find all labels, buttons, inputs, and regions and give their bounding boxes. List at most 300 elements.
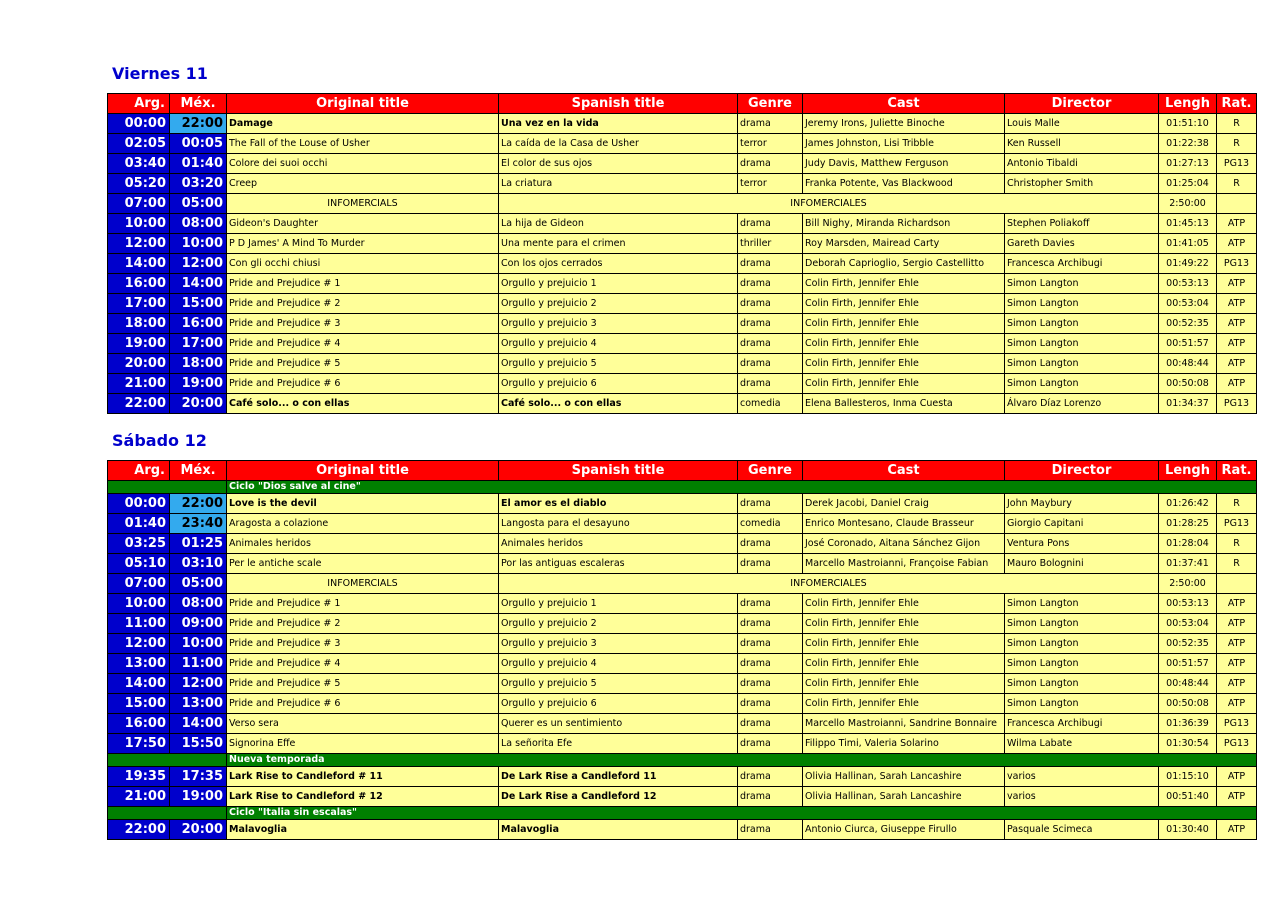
infomercial-label: INFOMERCIALS: [227, 574, 499, 594]
schedule-row: [108, 694, 1257, 714]
rating: ATP: [1217, 694, 1257, 714]
rating: ATP: [1217, 214, 1257, 234]
director: Wilma Labate: [1005, 734, 1159, 754]
spanish-title: Orgullo y prejuicio 3: [499, 314, 738, 334]
rating: ATP: [1217, 294, 1257, 314]
spanish-title: Con los ojos cerrados: [499, 254, 738, 274]
arg-time: 16:00: [108, 274, 170, 294]
mex-time: 05:00: [170, 194, 227, 214]
length: 01:34:37: [1159, 394, 1217, 414]
original-title: Pride and Prejudice # 1: [227, 594, 499, 614]
genre: drama: [738, 714, 803, 734]
rating: ATP: [1217, 787, 1257, 807]
schedule-table-saturday: [107, 460, 1257, 840]
spanish-title: Café solo... o con ellas: [499, 394, 738, 414]
genre: drama: [738, 354, 803, 374]
arg-time: 20:00: [108, 354, 170, 374]
schedule-row: [108, 654, 1257, 674]
rating: R: [1217, 554, 1257, 574]
director: Ventura Pons: [1005, 534, 1159, 554]
rating: [1217, 574, 1257, 594]
spanish-title: Una mente para el crimen: [499, 234, 738, 254]
genre: drama: [738, 214, 803, 234]
header-row: [108, 461, 1257, 481]
schedule-row: [108, 214, 1257, 234]
length: 2:50:00: [1159, 574, 1217, 594]
original-title: The Fall of the Louse of Usher: [227, 134, 499, 154]
header-genre: Genre: [738, 94, 803, 114]
header-rating: Rat.: [1217, 94, 1257, 114]
director: Giorgio Capitani: [1005, 514, 1159, 534]
director: Christopher Smith: [1005, 174, 1159, 194]
length: 01:15:10: [1159, 767, 1217, 787]
spanish-title: Orgullo y prejuicio 2: [499, 294, 738, 314]
cast: Olivia Hallinan, Sarah Lancashire: [803, 787, 1005, 807]
schedule-row: [108, 334, 1257, 354]
original-title: Pride and Prejudice # 6: [227, 694, 499, 714]
director: Simon Langton: [1005, 654, 1159, 674]
cast: Colin Firth, Jennifer Ehle: [803, 294, 1005, 314]
cast: Colin Firth, Jennifer Ehle: [803, 314, 1005, 334]
mex-time: 08:00: [170, 214, 227, 234]
length: 00:48:44: [1159, 674, 1217, 694]
mex-time: 12:00: [170, 674, 227, 694]
arg-time: 00:00: [108, 114, 170, 134]
cast: Colin Firth, Jennifer Ehle: [803, 594, 1005, 614]
spanish-title: La señorita Efe: [499, 734, 738, 754]
mex-time: 16:00: [170, 314, 227, 334]
director: Mauro Bolognini: [1005, 554, 1159, 574]
director: Antonio Tibaldi: [1005, 154, 1159, 174]
mex-time: 00:05: [170, 134, 227, 154]
mex-time: 14:00: [170, 274, 227, 294]
genre: drama: [738, 734, 803, 754]
rating: ATP: [1217, 234, 1257, 254]
spanish-title: Orgullo y prejuicio 6: [499, 694, 738, 714]
cycle-label: Ciclo "Italia sin escalas": [227, 807, 1257, 820]
length: 01:26:42: [1159, 494, 1217, 514]
cast: Colin Firth, Jennifer Ehle: [803, 654, 1005, 674]
header-arg: Arg.: [108, 94, 170, 114]
arg-time: 15:00: [108, 694, 170, 714]
genre: drama: [738, 154, 803, 174]
length: 00:52:35: [1159, 314, 1217, 334]
cast: Olivia Hallinan, Sarah Lancashire: [803, 767, 1005, 787]
spanish-title: Orgullo y prejuicio 5: [499, 354, 738, 374]
cycle-label: Ciclo "Dios salve al cine": [227, 481, 1257, 494]
original-title: P D James' A Mind To Murder: [227, 234, 499, 254]
rating: ATP: [1217, 334, 1257, 354]
rating: ATP: [1217, 674, 1257, 694]
mex-time: 15:50: [170, 734, 227, 754]
schedule-row: [108, 534, 1257, 554]
length: 01:22:38: [1159, 134, 1217, 154]
original-title: Pride and Prejudice # 1: [227, 274, 499, 294]
length: 00:53:04: [1159, 294, 1217, 314]
cast: Enrico Montesano, Claude Brasseur: [803, 514, 1005, 534]
genre: drama: [738, 254, 803, 274]
schedule-row: [108, 494, 1257, 514]
mex-time: 17:35: [170, 767, 227, 787]
spanish-title: De Lark Rise a Candleford 12: [499, 787, 738, 807]
spanish-title: La criatura: [499, 174, 738, 194]
spanish-title: Orgullo y prejuicio 5: [499, 674, 738, 694]
original-title: Per le antiche scale: [227, 554, 499, 574]
rating: R: [1217, 134, 1257, 154]
original-title: Pride and Prejudice # 6: [227, 374, 499, 394]
arg-time: 03:25: [108, 534, 170, 554]
mex-time: 10:00: [170, 634, 227, 654]
spanish-title: Orgullo y prejuicio 4: [499, 654, 738, 674]
director: Simon Langton: [1005, 634, 1159, 654]
mex-time: 10:00: [170, 234, 227, 254]
spanish-title: La hija de Gideon: [499, 214, 738, 234]
schedule-row: [108, 714, 1257, 734]
schedule-row: [108, 374, 1257, 394]
director: Simon Langton: [1005, 294, 1159, 314]
length: 00:53:13: [1159, 594, 1217, 614]
header-original-title: Original title: [227, 461, 499, 481]
arg-time: 14:00: [108, 674, 170, 694]
genre: drama: [738, 494, 803, 514]
cast: Antonio Ciurca, Giuseppe Firullo: [803, 820, 1005, 840]
schedule-row: [108, 787, 1257, 807]
length: 01:30:54: [1159, 734, 1217, 754]
length: 2:50:00: [1159, 194, 1217, 214]
genre: drama: [738, 614, 803, 634]
schedule-row: [108, 134, 1257, 154]
mex-time: 22:00: [170, 114, 227, 134]
arg-time: 05:10: [108, 554, 170, 574]
length: 00:52:35: [1159, 634, 1217, 654]
mex-time: 14:00: [170, 714, 227, 734]
director: Simon Langton: [1005, 374, 1159, 394]
original-title: Café solo... o con ellas: [227, 394, 499, 414]
mex-time: 20:00: [170, 820, 227, 840]
director: Simon Langton: [1005, 674, 1159, 694]
cast: Colin Firth, Jennifer Ehle: [803, 694, 1005, 714]
length: 01:45:13: [1159, 214, 1217, 234]
rating: R: [1217, 534, 1257, 554]
length: 01:37:41: [1159, 554, 1217, 574]
schedule-row: [108, 394, 1257, 414]
rating: R: [1217, 494, 1257, 514]
day-title-friday: Viernes 11: [112, 64, 208, 83]
header-length: Lengh: [1159, 461, 1217, 481]
schedule-row: [108, 634, 1257, 654]
genre: thriller: [738, 234, 803, 254]
original-title: Gideon's Daughter: [227, 214, 499, 234]
spanish-title: Orgullo y prejuicio 1: [499, 594, 738, 614]
mex-time: 22:00: [170, 494, 227, 514]
arg-time: 21:00: [108, 374, 170, 394]
header-rating: Rat.: [1217, 461, 1257, 481]
original-title: Con gli occhi chiusi: [227, 254, 499, 274]
mex-time: 17:00: [170, 334, 227, 354]
length: 00:50:08: [1159, 694, 1217, 714]
header-row: [108, 94, 1257, 114]
director: Simon Langton: [1005, 354, 1159, 374]
header-original-title: Original title: [227, 94, 499, 114]
arg-time: 00:00: [108, 494, 170, 514]
genre: drama: [738, 787, 803, 807]
original-title: Pride and Prejudice # 4: [227, 334, 499, 354]
original-title: Aragosta a colazione: [227, 514, 499, 534]
length: 01:51:10: [1159, 114, 1217, 134]
arg-time: 02:05: [108, 134, 170, 154]
spanish-title: Orgullo y prejuicio 2: [499, 614, 738, 634]
mex-time: 03:10: [170, 554, 227, 574]
cycle-blank: [108, 754, 227, 767]
schedule-row: [108, 114, 1257, 134]
cycle-blank: [108, 481, 227, 494]
length: 00:51:57: [1159, 654, 1217, 674]
cycle-blank: [108, 807, 227, 820]
length: 01:28:25: [1159, 514, 1217, 534]
spanish-title: Malavoglia: [499, 820, 738, 840]
genre: drama: [738, 294, 803, 314]
schedule-row: [108, 594, 1257, 614]
day-title-saturday: Sábado 12: [112, 431, 207, 450]
original-title: Colore dei suoi occhi: [227, 154, 499, 174]
mex-time: 01:25: [170, 534, 227, 554]
schedule-row: [108, 514, 1257, 534]
original-title: Verso sera: [227, 714, 499, 734]
arg-time: 16:00: [108, 714, 170, 734]
length: 00:53:13: [1159, 274, 1217, 294]
spanish-title: Orgullo y prejuicio 4: [499, 334, 738, 354]
rating: PG13: [1217, 254, 1257, 274]
mex-time: 11:00: [170, 654, 227, 674]
rating: ATP: [1217, 594, 1257, 614]
cast: Derek Jacobi, Daniel Craig: [803, 494, 1005, 514]
header-cast: Cast: [803, 94, 1005, 114]
director: Simon Langton: [1005, 594, 1159, 614]
genre: terror: [738, 134, 803, 154]
spanish-title: Querer es un sentimiento: [499, 714, 738, 734]
genre: drama: [738, 694, 803, 714]
director: Stephen Poliakoff: [1005, 214, 1159, 234]
cast: Colin Firth, Jennifer Ehle: [803, 634, 1005, 654]
header-spanish-title: Spanish title: [499, 94, 738, 114]
genre: drama: [738, 674, 803, 694]
cast: Marcello Mastroianni, Sandrine Bonnaire: [803, 714, 1005, 734]
genre: terror: [738, 174, 803, 194]
rating: ATP: [1217, 767, 1257, 787]
mex-time: 09:00: [170, 614, 227, 634]
schedule-row: [108, 820, 1257, 840]
arg-time: 19:35: [108, 767, 170, 787]
genre: comedia: [738, 394, 803, 414]
genre: drama: [738, 334, 803, 354]
director: Francesca Archibugi: [1005, 254, 1159, 274]
schedule-row: [108, 314, 1257, 334]
cast: Colin Firth, Jennifer Ehle: [803, 614, 1005, 634]
original-title: Pride and Prejudice # 4: [227, 654, 499, 674]
mex-time: 19:00: [170, 374, 227, 394]
genre: comedia: [738, 514, 803, 534]
spanish-title: El color de sus ojos: [499, 154, 738, 174]
director: varios: [1005, 767, 1159, 787]
arg-time: 12:00: [108, 234, 170, 254]
header-cast: Cast: [803, 461, 1005, 481]
original-title: Animales heridos: [227, 534, 499, 554]
genre: drama: [738, 654, 803, 674]
infomercial-label: INFOMERCIALS: [227, 194, 499, 214]
genre: drama: [738, 594, 803, 614]
cast: Jeremy Irons, Juliette Binoche: [803, 114, 1005, 134]
header-length: Lengh: [1159, 94, 1217, 114]
schedule-row: [108, 354, 1257, 374]
arg-time: 07:00: [108, 194, 170, 214]
mex-time: 08:00: [170, 594, 227, 614]
genre: drama: [738, 634, 803, 654]
spanish-title: Una vez en la vida: [499, 114, 738, 134]
schedule-row: [108, 554, 1257, 574]
schedule-row: [108, 174, 1257, 194]
rating: ATP: [1217, 274, 1257, 294]
original-title: Signorina Effe: [227, 734, 499, 754]
rating: PG13: [1217, 394, 1257, 414]
arg-time: 14:00: [108, 254, 170, 274]
rating: ATP: [1217, 634, 1257, 654]
header-genre: Genre: [738, 461, 803, 481]
schedule-row: [108, 767, 1257, 787]
original-title: Lark Rise to Candleford # 11: [227, 767, 499, 787]
rating: ATP: [1217, 820, 1257, 840]
rating: R: [1217, 114, 1257, 134]
director: Simon Langton: [1005, 614, 1159, 634]
arg-time: 10:00: [108, 214, 170, 234]
mex-time: 15:00: [170, 294, 227, 314]
header-arg: Arg.: [108, 461, 170, 481]
length: 01:27:13: [1159, 154, 1217, 174]
original-title: Pride and Prejudice # 5: [227, 354, 499, 374]
spanish-title: Animales heridos: [499, 534, 738, 554]
cast: Colin Firth, Jennifer Ehle: [803, 334, 1005, 354]
mex-time: 05:00: [170, 574, 227, 594]
length: 00:50:08: [1159, 374, 1217, 394]
length: 01:36:39: [1159, 714, 1217, 734]
cast: Colin Firth, Jennifer Ehle: [803, 674, 1005, 694]
schedule-table-friday: [107, 93, 1257, 414]
genre: drama: [738, 767, 803, 787]
cast: Franka Potente, Vas Blackwood: [803, 174, 1005, 194]
arg-time: 22:00: [108, 820, 170, 840]
director: varios: [1005, 787, 1159, 807]
original-title: Pride and Prejudice # 2: [227, 294, 499, 314]
mex-time: 03:20: [170, 174, 227, 194]
infomercial-label-es: INFOMERCIALES: [499, 194, 1159, 214]
spanish-title: De Lark Rise a Candleford 11: [499, 767, 738, 787]
director: Simon Langton: [1005, 334, 1159, 354]
original-title: Pride and Prejudice # 5: [227, 674, 499, 694]
infomercial-label-es: INFOMERCIALES: [499, 574, 1159, 594]
cycle-label: Nueva temporada: [227, 754, 1257, 767]
schedule-row: [108, 154, 1257, 174]
schedule-row: [108, 674, 1257, 694]
cast: Deborah Caprioglio, Sergio Castellitto: [803, 254, 1005, 274]
length: 01:28:04: [1159, 534, 1217, 554]
header-mex: Méx.: [170, 461, 227, 481]
mex-time: 19:00: [170, 787, 227, 807]
arg-time: 17:00: [108, 294, 170, 314]
spanish-title: Orgullo y prejuicio 1: [499, 274, 738, 294]
original-title: Lark Rise to Candleford # 12: [227, 787, 499, 807]
genre: drama: [738, 374, 803, 394]
schedule-row: [108, 274, 1257, 294]
header-director: Director: [1005, 94, 1159, 114]
schedule-row: [108, 294, 1257, 314]
arg-time: 21:00: [108, 787, 170, 807]
rating: ATP: [1217, 654, 1257, 674]
rating: PG13: [1217, 514, 1257, 534]
genre: drama: [738, 820, 803, 840]
rating: ATP: [1217, 614, 1257, 634]
original-title: Malavoglia: [227, 820, 499, 840]
rating: ATP: [1217, 374, 1257, 394]
length: 00:51:40: [1159, 787, 1217, 807]
cycle-banner-row: [108, 754, 1257, 767]
original-title: Love is the devil: [227, 494, 499, 514]
spanish-title: Por las antiguas escaleras: [499, 554, 738, 574]
infomercial-row: [108, 574, 1257, 594]
rating: ATP: [1217, 314, 1257, 334]
director: Louis Malle: [1005, 114, 1159, 134]
schedule-row: [108, 734, 1257, 754]
director: Simon Langton: [1005, 274, 1159, 294]
spanish-title: Orgullo y prejuicio 3: [499, 634, 738, 654]
arg-time: 10:00: [108, 594, 170, 614]
length: 01:25:04: [1159, 174, 1217, 194]
genre: drama: [738, 554, 803, 574]
arg-time: 07:00: [108, 574, 170, 594]
arg-time: 05:20: [108, 174, 170, 194]
mex-time: 13:00: [170, 694, 227, 714]
cast: Judy Davis, Matthew Ferguson: [803, 154, 1005, 174]
rating: [1217, 194, 1257, 214]
rating: PG13: [1217, 734, 1257, 754]
mex-time: 01:40: [170, 154, 227, 174]
rating: ATP: [1217, 354, 1257, 374]
schedule-row: [108, 254, 1257, 274]
length: 01:49:22: [1159, 254, 1217, 274]
cast: Filippo Timi, Valeria Solarino: [803, 734, 1005, 754]
director: John Maybury: [1005, 494, 1159, 514]
original-title: Pride and Prejudice # 2: [227, 614, 499, 634]
original-title: Damage: [227, 114, 499, 134]
length: 00:53:04: [1159, 614, 1217, 634]
cast: James Johnston, Lisi Tribble: [803, 134, 1005, 154]
length: 00:51:57: [1159, 334, 1217, 354]
original-title: Pride and Prejudice # 3: [227, 314, 499, 334]
cast: Elena Ballesteros, Inma Cuesta: [803, 394, 1005, 414]
arg-time: 12:00: [108, 634, 170, 654]
arg-time: 01:40: [108, 514, 170, 534]
director: Pasquale Scimeca: [1005, 820, 1159, 840]
arg-time: 03:40: [108, 154, 170, 174]
mex-time: 18:00: [170, 354, 227, 374]
arg-time: 22:00: [108, 394, 170, 414]
genre: drama: [738, 534, 803, 554]
spanish-title: Langosta para el desayuno: [499, 514, 738, 534]
cycle-banner-row: [108, 481, 1257, 494]
director: Gareth Davies: [1005, 234, 1159, 254]
rating: PG13: [1217, 154, 1257, 174]
header-mex: Méx.: [170, 94, 227, 114]
cast: José Coronado, Aitana Sánchez Gijon: [803, 534, 1005, 554]
length: 01:30:40: [1159, 820, 1217, 840]
